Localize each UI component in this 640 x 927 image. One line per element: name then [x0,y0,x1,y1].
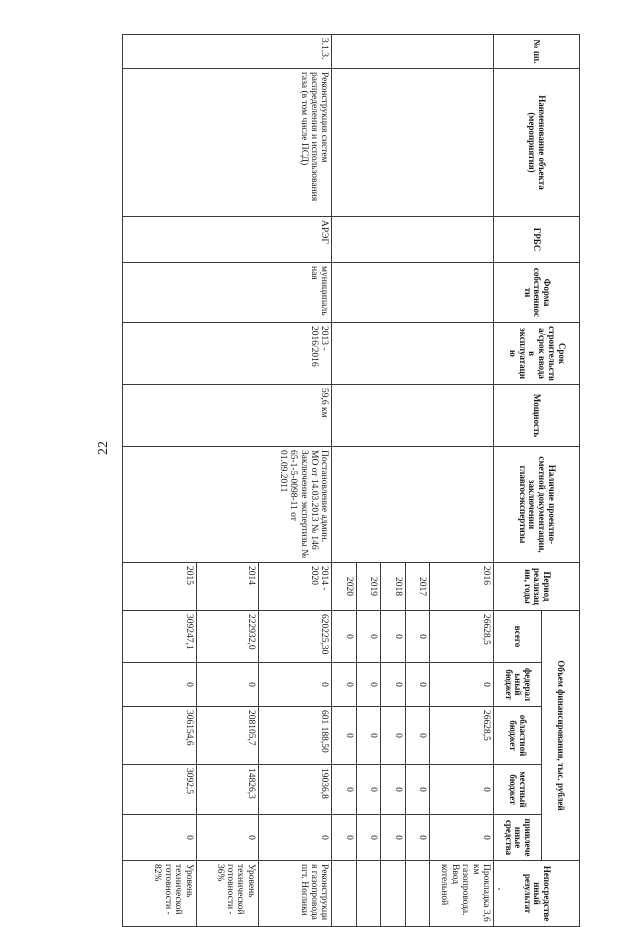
cell-total: 0 [405,611,429,663]
cell-ownership [332,263,494,323]
cell-period: 2013 - 2016/2016 [123,323,332,385]
cell-regional: 26628,5 [430,707,494,765]
cell-year: 2018 [381,563,405,611]
cell-regional: 601 188,50 [258,707,331,765]
cell-attracted: 0 [258,815,331,861]
cell-year: 2014 - 2020 [258,563,331,611]
cell-regional: 0 [356,707,380,765]
cell-federal: 0 [381,663,405,707]
cell-total: 0 [381,611,405,663]
cell-name: Реконструкция систем распределения и использования газа (в том числе ПСД) [123,69,332,217]
cell-result: Реконструкция газопровода пгт. Ноглики [258,861,331,927]
cell-local: 0 [381,765,405,815]
cell-total: 309247,1 [123,611,197,663]
cell-num [332,35,494,69]
cell-local: 14826,3 [196,765,258,815]
cell-attracted: 0 [356,815,380,861]
cell-regional: 208105,7 [196,707,258,765]
header-impl-period: Период реализации, годы [494,563,580,611]
cell-local: 0 [430,765,494,815]
header-total: всего [494,611,542,663]
cell-total: 0 [332,611,356,663]
cell-capacity: 59,6 км [123,385,332,447]
cell-attracted: 0 [332,815,356,861]
cell-attracted: 0 [123,815,197,861]
cell-result [381,861,405,927]
cell-result: Уровень технической готовности - 82% [123,861,197,927]
funding-table [122,34,580,927]
header-result: Непосредственный результат [494,861,580,927]
cell-result [356,861,380,927]
cell-year: 2017 [405,563,429,611]
cell-local: 3092,5 [123,765,197,815]
cell-year: 2020 [332,563,356,611]
header-period: Срок строительства/срок ввода в эксплуатацию [494,323,580,385]
header-regional: областной бюджет [494,707,542,765]
funding-table-sheet [122,34,580,922]
header-grbs: ГРБС [494,217,580,263]
cell-regional: 0 [381,707,405,765]
header-funding: Объем финансирования, тыс. рублей [542,611,580,861]
header-num: № пп. [494,35,580,69]
cell-grbs [332,217,494,263]
cell-total: 26628,5 [430,611,494,663]
cell-total: 222932,0 [196,611,258,663]
cell-year: 2014 [196,563,258,611]
cell-ownership: муниципальная [123,263,332,323]
cell-local: 0 [332,765,356,815]
cell-result: Уровень технической готовности - 36% [196,861,258,927]
cell-regional: 0 [405,707,429,765]
cell-result [332,861,356,927]
page-number: 22 [96,441,111,455]
cell-attracted: 0 [196,815,258,861]
cell-year: 2016 [430,563,494,611]
table-row [258,35,331,927]
scan-speck [498,888,500,890]
cell-federal: 0 [196,663,258,707]
header-name: Наименование объекта (мероприятия) [494,69,580,217]
cell-federal: 0 [405,663,429,707]
table-row [430,35,494,927]
cell-federal: 0 [430,663,494,707]
cell-attracted: 0 [405,815,429,861]
cell-total: 620225,30 [258,611,331,663]
cell-local: 0 [356,765,380,815]
header-ownership: Форма собственности [494,263,580,323]
cell-design-docs: Постановление админ. МО от 14.03.2013 № 146 Заключение экспертизы № 65-1-5-0098-11 от 01.09.2011 [123,447,332,563]
cell-design-docs [332,447,494,563]
cell-local: 19036,8 [258,765,331,815]
cell-grbs: АРЭГ [123,217,332,263]
cell-local: 0 [405,765,429,815]
cell-regional: 0 [332,707,356,765]
cell-attracted: 0 [430,815,494,861]
cell-federal: 0 [258,663,331,707]
header-local: местный бюджет [494,765,542,815]
cell-regional: 306154,6 [123,707,197,765]
cell-federal: 0 [332,663,356,707]
header-federal: федеральный бюджет [494,663,542,707]
header-attracted: привлеченные средства [494,815,542,861]
cell-federal: 0 [123,663,197,707]
cell-attracted: 0 [381,815,405,861]
cell-period [332,323,494,385]
cell-result [405,861,429,927]
header-design-docs: Наличие проектно-сметной документации, заключения главгосэкспертизы [494,447,580,563]
header-capacity: Мощность [494,385,580,447]
cell-num: 3.1.3. [123,35,332,69]
cell-capacity [332,385,494,447]
cell-name [332,69,494,217]
cell-result: Прокладка 3,6 км газопровода. Ввод котельной [430,861,494,927]
cell-federal: 0 [356,663,380,707]
cell-year: 2015 [123,563,197,611]
cell-total: 0 [356,611,380,663]
cell-year: 2019 [356,563,380,611]
